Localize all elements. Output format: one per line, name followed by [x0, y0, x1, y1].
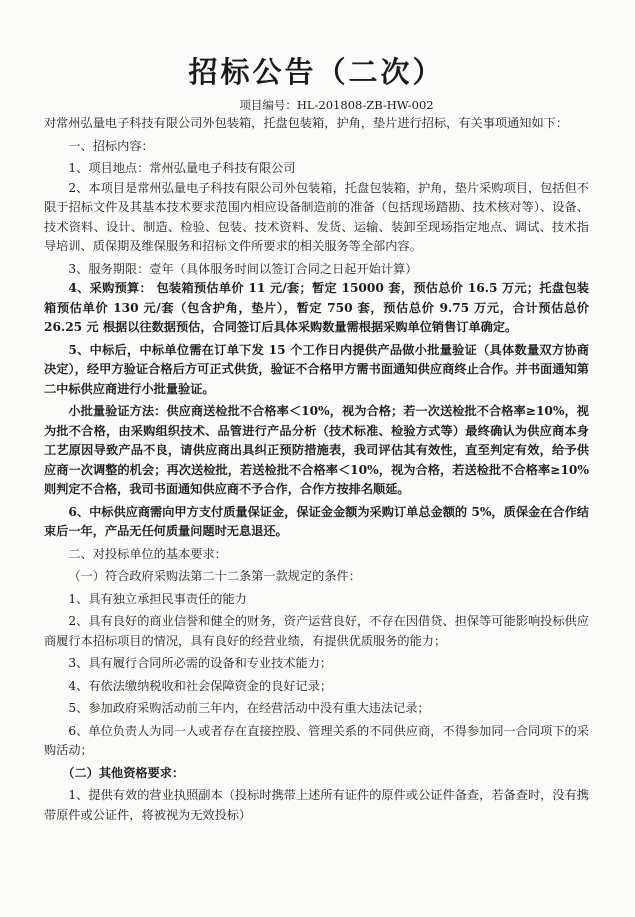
s2-other-1: 1、提供有效的营业执照副本（投标时携带上述所有证件的原件或公证件备查，若备查时，没有携带原件或公证件，将被视为无效投标）	[44, 788, 589, 822]
s1-item-3: 3、服务期限：壹年（具体服务时间以签订合同之日起开始计算）	[68, 261, 418, 276]
s2-subsection-2: （二）其他资格要求：	[62, 765, 185, 780]
s2-requirement-6: 6、单位负责人为同一人或者存在直接控股、管理关系的不同供应商，不得参加同一合同项下的采购活动；	[44, 723, 589, 757]
section-2-heading: 二、对投标单位的基本要求：	[68, 546, 227, 561]
s1-item-2: 2、本项目是常州弘量电子科技有限公司外包装箱，托盘包装箱，护角，垫片采购项目，包括但不限于招标文件及其基本技术要求范围内相应设备制造前的准备（包括现场踏勘、技术核对等）、设备、技术资料、设计、制造、检验、包装、技术资料、发货、运输、装卸至现场指定地点、调试、技术指导培训、质保期及维保服务和招标文件所要求的相关服务等全部内容。	[44, 180, 589, 253]
s1-item-1: 1、项目地点：常州弘量电子科技有限公司	[68, 161, 296, 175]
s2-requirement-2: 2、具有良好的商业信誉和健全的财务，资产运营良好，不存在因借贷、担保等可能影响投标供应商履行本招标项目的情况，具有良好的经营业绩，有提供优质服务的能力；	[44, 614, 589, 648]
s1-item-5: 5、中标后，中标单位需在订单下发 15 个工作日内提供产品做小批量验证（具体数量双方协商决定），经甲方验证合格后方可正式供货，验证不合格甲方需书面通知供应商终止合作。并书面通知第二中标供应商进行小批量验证。	[44, 342, 589, 396]
s2-subsection-1: （一）符合政府采购法第二十二条第一款规定的条件：	[68, 569, 361, 583]
page-title: 招标公告（二次）	[188, 55, 445, 89]
project-number: 项目编号：HL-201808-ZB-HW-002	[239, 98, 434, 112]
s1-item-4: 4、采购预算： 包装箱预估单价 11 元/套；暂定 15000 套，预估总价 16.5 万元；托盘包装箱预估单价 130 元/套（包含护角，垫片），暂定 750 套，预估总价 9.75 万元，合计预估总价 26.25 元 根据以往数据预估，合同签订后具体采购数量需根据采购单位销售订单确定。	[44, 281, 589, 334]
section-1-heading: 一、招标内容：	[68, 138, 154, 153]
s2-requirement-1: 1、具有独立承担民事责任的能力	[68, 591, 247, 606]
s1-item-6: 6、中标供应商需向甲方支付质量保证金，保证金金额为采购订单总金额的 5%，质保金在合作结束后一年，产品无任何质量问题时无息退还。	[44, 504, 589, 538]
s2-requirement-3: 3、具有履行合同所必需的设备和专业技术能力；	[68, 656, 333, 670]
s2-requirement-4: 4、有依法缴纳税收和社会保障资金的良好记录；	[68, 678, 333, 693]
s1-verification-method: 小批量验证方法：供应商送检批不合格率＜10%，视为合格；若一次送检批不合格率≥10%，视为批不合格，由采购组织技术、品管进行产品分析（技术标准、检验方式等）最终确认为供应商本身工艺原因导致产品不良，请供应商出具纠正预防措施表，我司评估其有效性，直至判定有效，给予供应商一次调整的机会；再次送检批，若送检批不合格率＜10%，视为合格，若送检批不合格率≥10%则判定不合格，我司书面通知供应商不予合作，合作方按排名顺延。	[44, 404, 589, 496]
intro-paragraph: 对常州弘量电子科技有限公司外包装箱，托盘包装箱，护角，垫片进行招标，有关事项通知如下：	[44, 116, 569, 130]
s2-requirement-5: 5、参加政府采购活动前三年内，在经营活动中没有重大违法记录；	[68, 701, 430, 715]
